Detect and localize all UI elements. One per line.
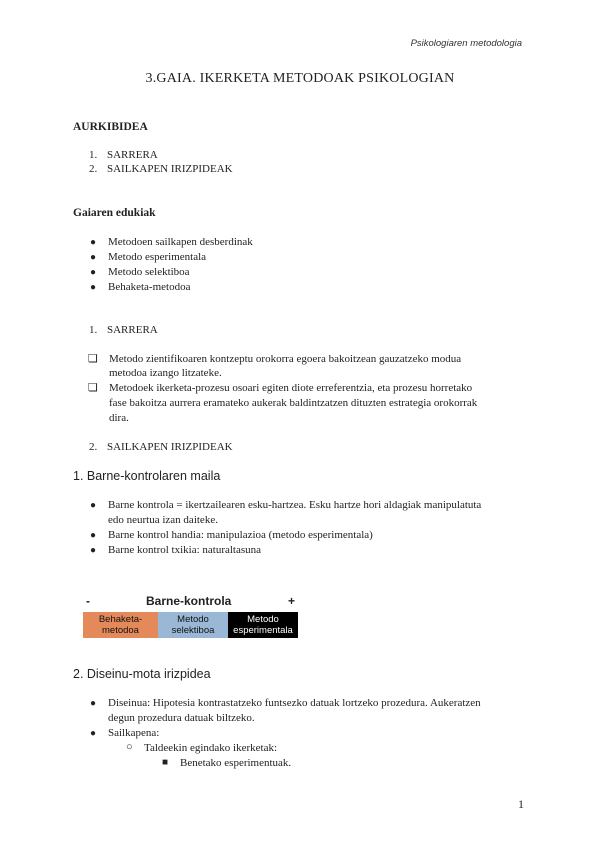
segment-label: esperimentala xyxy=(233,625,293,636)
checkbox-bullet-icon: ❏ xyxy=(88,381,98,394)
page-title: 3.GAIA. IKERKETA METODOAK PSIKOLOGIAN xyxy=(145,71,455,86)
segment-label: Behaketa- xyxy=(98,614,143,625)
bullet-dot-icon: ● xyxy=(90,282,97,293)
intro-point-cont: dira. xyxy=(109,412,129,424)
section-label: SAILKAPEN IRIZPIDEAK xyxy=(107,441,233,453)
toc-item-label: SAILKAPEN IRIZPIDEAK xyxy=(107,163,233,175)
toc-item-number: 2. xyxy=(89,163,98,175)
subsection-heading: 1. Barne-kontrolaren maila xyxy=(73,469,221,483)
section-label: SARRERA xyxy=(107,324,158,336)
intro-point: Metodoek ikerketa-prozesu osoari egiten diote erreferentzia, eta prozesu horretako xyxy=(109,382,473,394)
intro-point: Metodo zientifikoaren kontzeptu orokorra egoera bakoitzean gauzatzeko modua xyxy=(109,353,462,365)
segment-label: Metodo xyxy=(247,614,279,625)
section-number: 1. xyxy=(89,324,98,336)
bar-segment-experimental xyxy=(228,612,298,638)
bullet-dot-icon: ● xyxy=(90,252,97,263)
bar-segment-selective xyxy=(158,612,228,638)
contents-item: Metodo selektiboa xyxy=(108,266,190,278)
bullet-dot-icon: ● xyxy=(90,545,97,556)
bullet-dot-icon: ● xyxy=(90,530,97,541)
segment-label: metodoa xyxy=(102,625,139,636)
subsection-heading: 2. Diseinu-mota irizpidea xyxy=(73,667,211,681)
toc-item xyxy=(89,162,233,177)
bar-title: Barne-kontrola xyxy=(146,594,232,608)
contents-item: Metodoen sailkapen desberdinak xyxy=(108,236,253,248)
bar-plus-sign: + xyxy=(288,594,296,608)
bullet-text-cont: degun prozedura datuak biltzeko. xyxy=(108,712,255,724)
bullet-text-level3: Benetako esperimentuak. xyxy=(180,757,292,769)
bar-segment-observational xyxy=(83,612,158,638)
section-heading xyxy=(89,440,233,455)
contents-heading: Gaiaren edukiak xyxy=(73,207,156,219)
toc-heading: AURKIBIDEA xyxy=(73,121,148,133)
bullet-text-cont: edo neurtua izan daiteke. xyxy=(108,514,218,526)
contents-item: Metodo esperimentala xyxy=(108,251,207,263)
bullet-dot-icon: ● xyxy=(90,237,97,248)
intro-point-cont: fase bakoitza aurrera eramateko aukerak baldintzatzen dituzten estrategia orokorrak xyxy=(109,397,478,409)
bullet-text: Barne kontrola = ikertzailearen esku-hartzea. Esku hartze hori aldagiak manipulatuta xyxy=(108,499,482,511)
bullet-dot-icon: ● xyxy=(90,728,97,739)
bar-minus-sign: - xyxy=(86,594,90,608)
bullet-text: Diseinua: Hipotesia kontrastatzeko funtsezko datuak lortzeko prozedura. Aukeratzen xyxy=(108,697,481,709)
hollow-bullet-icon: ○ xyxy=(126,741,133,753)
bullet-dot-icon: ● xyxy=(90,267,97,278)
bullet-text: Barne kontrol handia: manipulazioa (metodo esperimentala) xyxy=(108,529,373,541)
bullet-text-level2: Taldeekin egindako ikerketak: xyxy=(144,742,278,754)
segment-label: Metodo xyxy=(177,614,209,625)
bullet-dot-icon: ● xyxy=(90,698,97,709)
contents-item: Behaketa-metodoa xyxy=(108,281,191,293)
bullet-text: Sailkapena: xyxy=(108,727,160,739)
page-number: 1 xyxy=(518,797,524,811)
checkbox-bullet-icon: ❏ xyxy=(88,352,98,365)
toc-item-label: SARRERA xyxy=(107,149,158,161)
bullet-dot-icon: ● xyxy=(90,500,97,511)
section-number: 2. xyxy=(89,441,98,453)
bullet-text: Barne kontrol txikia: naturaltasuna xyxy=(108,544,262,556)
section-heading xyxy=(89,323,158,338)
square-bullet-icon: ■ xyxy=(162,757,169,768)
running-header: Psikologiaren metodologia xyxy=(410,38,522,49)
toc-item-number: 1. xyxy=(89,149,98,161)
toc-item xyxy=(89,148,158,163)
segment-label: selektiboa xyxy=(171,625,215,636)
intro-point-cont: metodoa izango litzateke. xyxy=(109,367,222,379)
